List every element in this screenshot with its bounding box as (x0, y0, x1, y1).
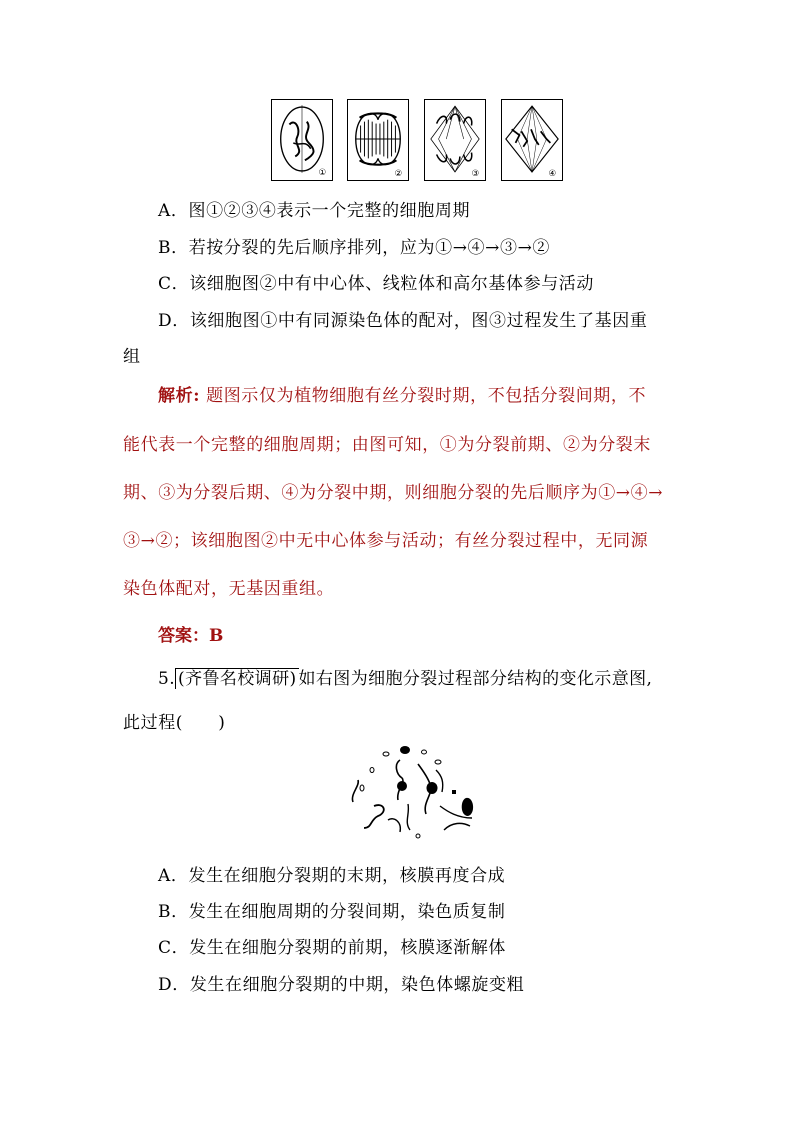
prophase-cell-illustration (272, 100, 332, 180)
q4-option-d: D．该细胞图①中有同源染色体的配对，图③过程发生了基因重 (158, 311, 648, 331)
metaphase-cell-illustration (502, 100, 562, 180)
figure-panel-4 (501, 99, 563, 181)
q5-option-a: A．发生在细胞分裂期的末期，核膜再度合成 (158, 866, 506, 886)
analysis-label: 解析: (158, 386, 201, 406)
analysis-first-line (158, 381, 646, 406)
figure-panel-3 (424, 99, 486, 181)
telophase-cell-illustration (348, 100, 408, 180)
figure-panel-2 (347, 99, 409, 181)
analysis-text-1: 题图示仅为植物细胞有丝分裂时期，不包括分裂间期，不 (206, 386, 647, 406)
analysis-text-3: 期、③为分裂后期、④为分裂中期，则细胞分裂的先后顺序为①→④→ (123, 483, 664, 503)
anaphase-cell-illustration (425, 100, 485, 180)
q5-option-b: B．发生在细胞周期的分裂间期，染色质复制 (158, 902, 506, 922)
answer-label: 答案： (158, 626, 209, 646)
panel-label-1: ① (318, 167, 327, 178)
panel-label-2: ② (394, 168, 403, 179)
q4-option-c: C．该细胞图②中有中心体、线粒体和高尔基体参与活动 (158, 274, 595, 294)
figure-panel-1 (271, 99, 333, 181)
q5-number: 5. (158, 669, 176, 689)
q5-figure (348, 742, 483, 842)
panel-label-4: ④ (548, 168, 557, 179)
q5-stem-line2: 此过程( ) (123, 713, 226, 733)
answer-value: B (209, 626, 224, 646)
panel-label-3: ③ (471, 168, 480, 179)
q5-source: (齐鲁名校调研) (175, 668, 298, 689)
q5-option-c: C．发生在细胞分裂期的前期，核膜逐渐解体 (158, 938, 507, 958)
q4-option-a: A．图①②③④表示一个完整的细胞周期 (158, 201, 471, 221)
nuclear-breakdown-illustration (348, 742, 483, 842)
q5-option-d: D．发生在细胞分裂期的中期，染色体螺旋变粗 (158, 975, 525, 995)
q4-option-d-wrap: 组 (123, 347, 141, 367)
q5-stem-part1: 如右图为细胞分裂过程部分结构的变化示意图, (298, 669, 653, 689)
q5-stem-line1 (158, 664, 652, 689)
analysis-text-2: 能代表一个完整的细胞周期；由图可知，①为分裂前期、②为分裂末 (123, 435, 651, 455)
q4-option-b: B．若按分裂的先后顺序排列，应为①→④→③→② (158, 238, 551, 258)
answer-line (158, 621, 223, 646)
analysis-text-5: 染色体配对，无基因重组。 (123, 579, 335, 599)
analysis-text-4: ③→②；该细胞图②中无中心体参与活动；有丝分裂过程中，无同源 (123, 531, 649, 551)
